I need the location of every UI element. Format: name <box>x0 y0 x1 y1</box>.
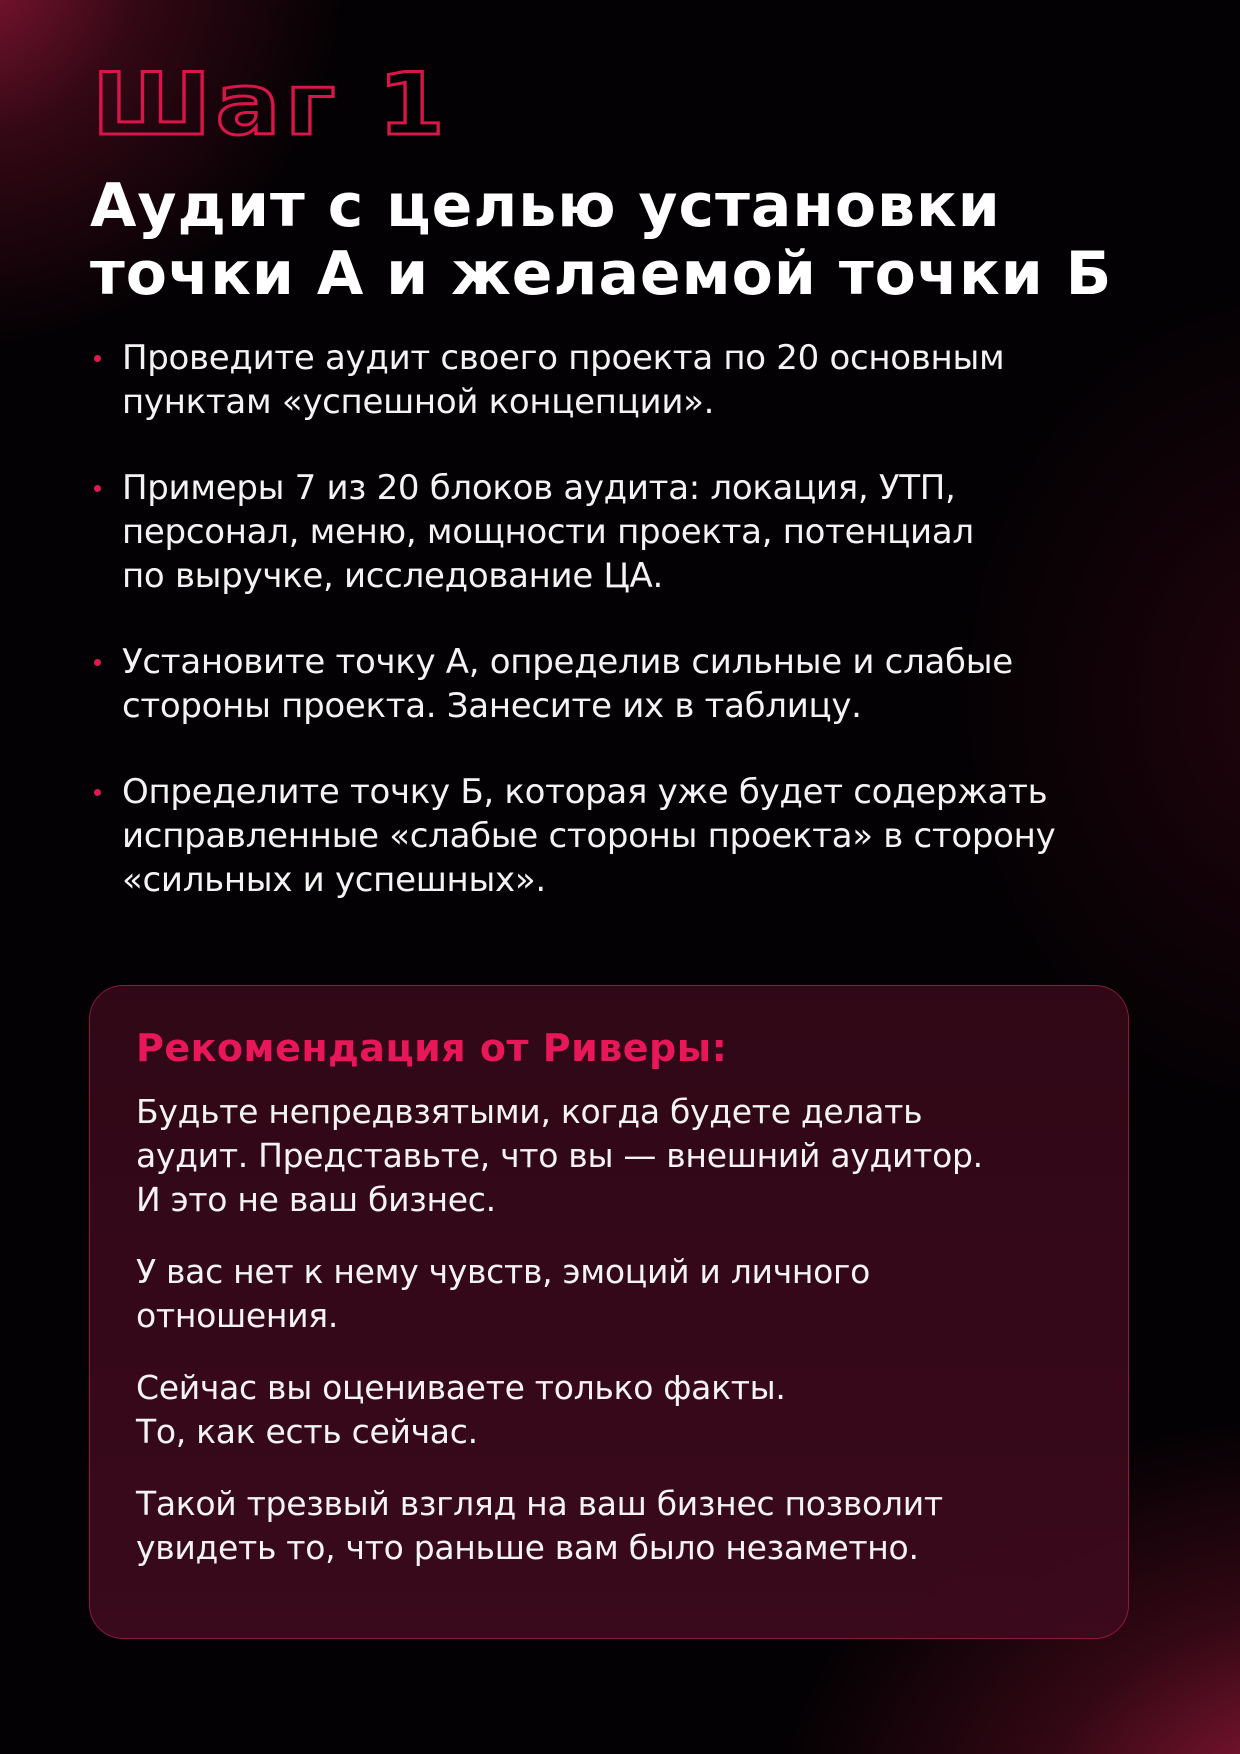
recommendation-text-line: аудит. Представьте, что вы — внешний аудитор. <box>136 1136 983 1175</box>
recommendation-paragraph <box>136 1482 1082 1570</box>
bullet-text-line: стороны проекта. Занесите их в таблицу. <box>122 686 862 726</box>
recommendation-text-line: То, как есть сейчас. <box>136 1412 478 1451</box>
bullet-text-line: Определите точку Б, которая уже будет содержать <box>122 772 1048 812</box>
page-title-line: точки А и желаемой точки Б <box>90 239 1113 309</box>
bullet-text-line: Установите точку А, определив сильные и слабые <box>122 642 1013 682</box>
bullet-list <box>92 336 1172 944</box>
recommendation-title: Рекомендация от Риверы: <box>136 1026 728 1070</box>
recommendation-paragraph <box>136 1250 1082 1338</box>
bullet-text-line: пунктам «успешной концепции». <box>122 382 715 422</box>
recommendation-text-line: увидеть то, что раньше вам было незаметно. <box>136 1528 919 1567</box>
recommendation-text-line: отношения. <box>136 1296 339 1335</box>
bullet-text-line: Проведите аудит своего проекта по 20 основным <box>122 338 1005 378</box>
recommendation-paragraph <box>136 1366 1082 1454</box>
recommendation-text-line: Будьте непредвзятыми, когда будете делать <box>136 1092 923 1131</box>
bullet-dot-icon <box>94 789 101 796</box>
bullet-dot-icon <box>94 659 101 666</box>
bullet-item <box>92 640 1172 728</box>
bullet-text-line: «сильных и успешных». <box>122 860 546 900</box>
bullet-dot-icon <box>94 485 101 492</box>
bullet-text-line: Примеры 7 из 20 блоков аудита: локация, УТП, <box>122 468 956 508</box>
bullet-item <box>92 336 1172 424</box>
bullet-item <box>92 770 1172 902</box>
bullet-text-line: исправленные «слабые стороны проекта» в сторону <box>122 816 1056 856</box>
recommendation-text-line: Такой трезвый взгляд на ваш бизнес позволит <box>136 1484 943 1523</box>
recommendation-card <box>89 985 1129 1639</box>
recommendation-text-line: У вас нет к нему чувств, эмоций и личного <box>136 1252 870 1291</box>
step-label: Шаг 1 <box>92 55 450 155</box>
page-title-line: Аудит с целью установки <box>90 171 1001 241</box>
recommendation-text-line: И это не ваш бизнес. <box>136 1180 496 1219</box>
bullet-item <box>92 466 1172 598</box>
recommendation-text-line: Сейчас вы оцениваете только факты. <box>136 1368 786 1407</box>
recommendation-paragraph <box>136 1090 1082 1222</box>
bullet-dot-icon <box>94 355 101 362</box>
bullet-text-line: по выручке, исследование ЦА. <box>122 556 664 596</box>
bullet-text-line: персонал, меню, мощности проекта, потенциал <box>122 512 974 552</box>
page-title <box>90 172 1170 308</box>
